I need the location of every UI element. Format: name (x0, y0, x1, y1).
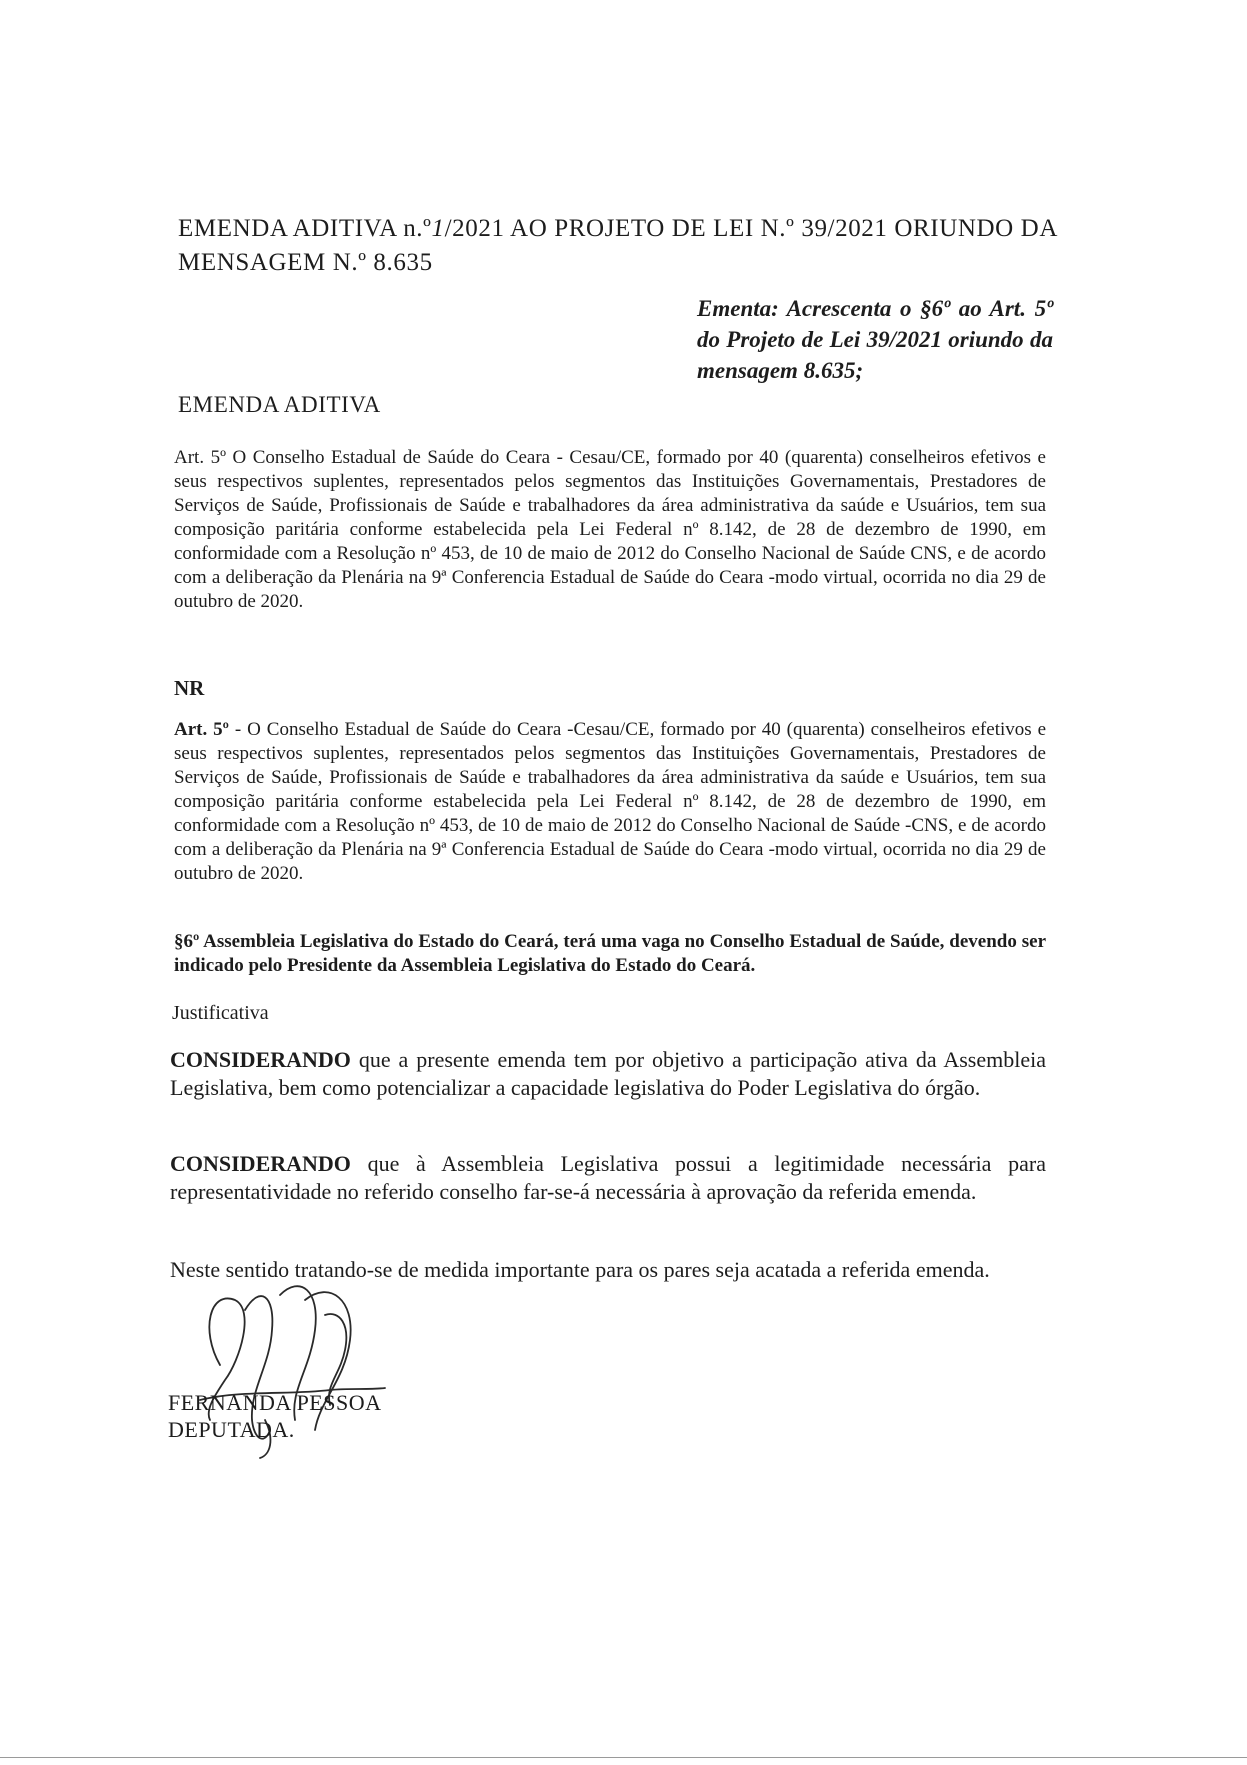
justificativa-label: Justificativa (172, 1002, 269, 1024)
closing-statement: Neste sentido tratando-se de medida importante para os pares seja acatada a referida emenda. (170, 1257, 990, 1282)
amendment-title (178, 212, 1058, 280)
signer-name: FERNANDA PESSOA (168, 1390, 382, 1415)
page-bottom-rule (0, 1757, 1247, 1758)
article-5-label: Art. 5º (174, 719, 229, 740)
article-5-original: Art. 5º O Conselho Estadual de Saúde do Ceara - Cesau/CE, formado por 40 (quarenta) conselheiros efetivos e seus respectivos suplentes, representados pelos segmentos das Instituições Governamentais, Prestadores de Serviços de Saúde, Profissionais de Saúde e trabalhadores da área administrativa da saúde e Usuários, tem sua composição paritária conforme estabelecida pela Lei Federal nº 8.142, de 28 de dezembro de 1990, em conformidade com a Resolução nº 453, de 10 de maio de 2012 do Conselho Nacional de Saúde CNS, e de acordo com a deliberação da Plenária na 9ª Conferencia Estadual de Saúde do Ceara -modo virtual, ocorrida no dia 29 de outubro de 2020. (174, 447, 1046, 612)
considerando-2-text: que à Assembleia Legislativa possui a legitimidade necessária para representatividade no referido conselho far-se-á necessária à aprovação da referida emenda. (170, 1151, 1046, 1204)
considerando-2-label: CONSIDERANDO (170, 1151, 351, 1176)
considerando-1-text: que a presente emenda tem por objetivo a participação ativa da Assembleia Legislativa, bem como potencializar a capacidade legislativa do Poder Legislativa do órgão. (170, 1047, 1047, 1100)
signer-role: DEPUTADA. (168, 1417, 295, 1442)
considerando-1-label: CONSIDERANDO (170, 1047, 351, 1072)
title-number: 1 (431, 215, 445, 242)
considerando-2 (170, 1150, 1046, 1206)
title-suffix: /2021 AO PROJETO DE LEI N.º 39/2021 ORIUNDO DA MENSAGEM N.º 8.635 (178, 215, 1057, 276)
considerando-1 (170, 1046, 1046, 1102)
nr-label: NR (174, 676, 205, 700)
article-5-amended (174, 718, 1046, 886)
title-prefix: EMENDA ADITIVA n.º (178, 215, 432, 242)
article-5-amended-text: - O Conselho Estadual de Saúde do Ceara -Cesau/CE, formado por 40 (quarenta) conselheiros efetivos e seus respectivos suplentes, representados pelos segmentos das Instituições Governamentais, Prestadores de Serviços de Saúde, Profissionais de Saúde e trabalhadores da área administrativa da saúde e Usuários, tem sua composição paritária conforme estabelecida pela Lei Federal nº 8.142, de 28 de dezembro de 1990, em conformidade com a Resolução nº 453, de 10 de maio de 2012 do Conselho Nacional de Saúde -CNS, e de acordo com a deliberação da Plenária na 9ª Conferencia Estadual de Saúde do Ceara -modo virtual, ocorrida no dia 29 de outubro de 2020. (174, 719, 1047, 884)
paragraph-6: §6º Assembleia Legislativa do Estado do Ceará, terá uma vaga no Conselho Estadual de Saúde, devendo ser indicado pelo Presidente da Assembleia Legislativa do Estado do Ceará. (174, 931, 1046, 976)
signature-block (168, 1389, 382, 1443)
amendment-heading: EMENDA ADITIVA (178, 392, 381, 417)
ementa-summary: Ementa: Acrescenta o §6º ao Art. 5º do Projeto de Lei 39/2021 oriundo da mensagem 8.635; (697, 296, 1053, 383)
